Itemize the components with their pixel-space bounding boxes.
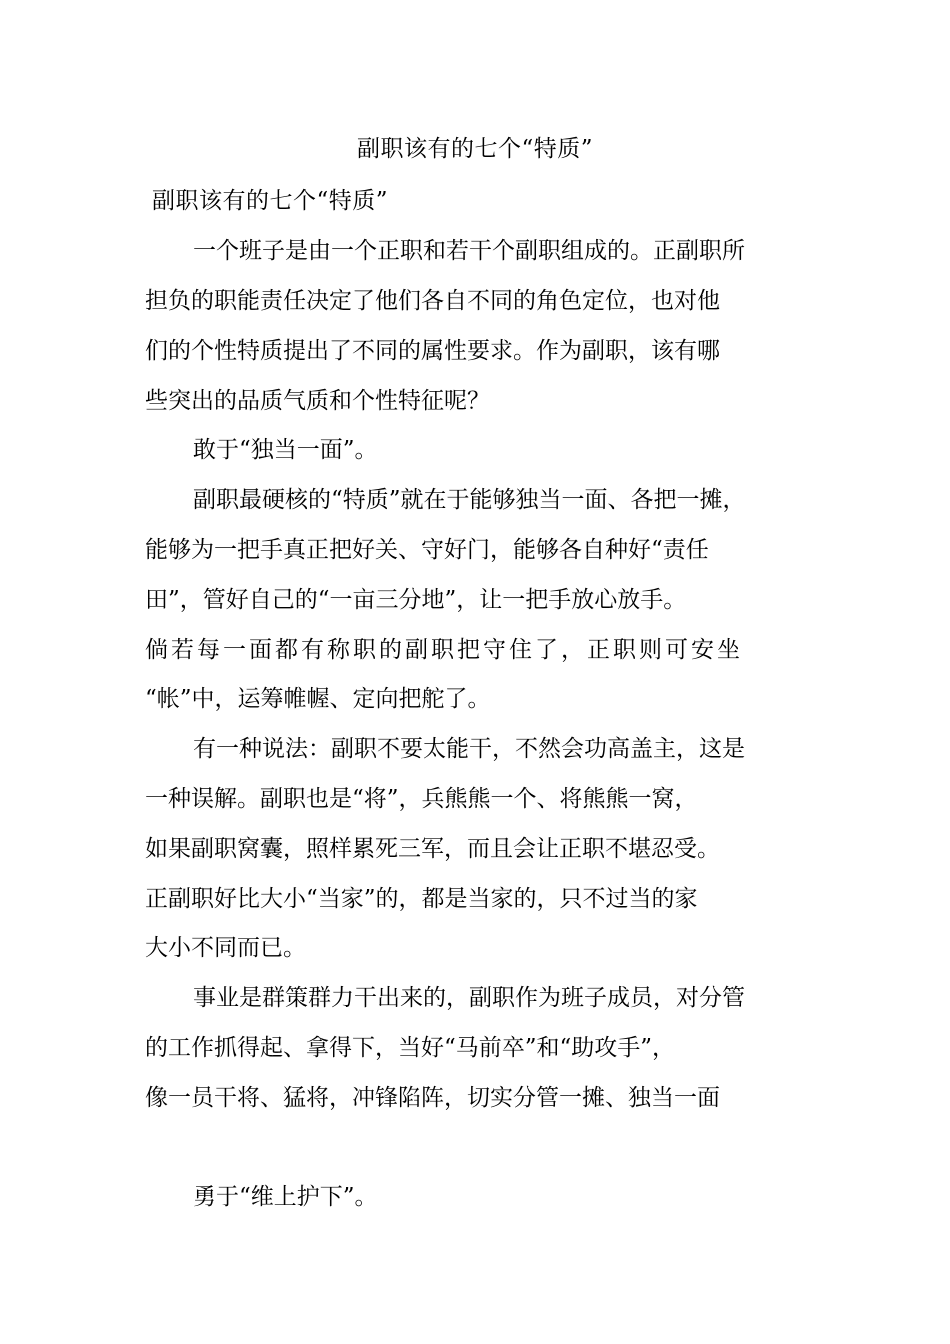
document-subtitle: 副职该有的七个“特质” [152,188,389,214]
paragraph-line: 大小不同而已。 [145,935,306,961]
paragraph-line: 的工作抓得起、拿得下，当好“马前卒”和“助攻手”， [145,1035,676,1061]
paragraph-line: 有一种说法：副职不要太能干，不然会功高盖主，这是 [193,736,745,762]
paragraph-line: 田”，管好自己的“一亩三分地”，让一把手放心放手。 [145,587,687,613]
paragraph-line: 些突出的品质气质和个性特征呢？ [145,388,490,414]
paragraph-line: 正副职好比大小“当家”的，都是当家的，只不过当的家 [145,886,698,912]
section-heading: 勇于“维上护下”。 [193,1184,378,1210]
document-title: 副职该有的七个“特质” [356,136,594,162]
paragraph-line: 们的个性特质提出了不同的属性要求。作为副职，该有哪 [145,338,720,364]
paragraph-line: 一种误解。副职也是“将”，兵熊熊一个、将熊熊一窝， [145,786,698,812]
paragraph-line: “帐”中，运筹帷幄、定向把舵了。 [145,686,491,712]
paragraph-line: 像一员干将、猛将，冲锋陷阵，切实分管一摊、独当一面 [145,1085,720,1111]
paragraph-line: 副职最硬核的“特质”就在于能够独当一面、各把一摊， [193,487,746,513]
paragraph-line: 倘若每一面都有称职的副职把守住了，正职则可安坐 [145,637,743,663]
paragraph-line: 能够为一把手真正把好关、守好门，能够各自种好“责任 [145,537,709,563]
paragraph-line: 事业是群策群力干出来的，副职作为班子成员，对分管 [193,985,745,1011]
paragraph-line: 一个班子是由一个正职和若干个副职组成的。正副职所 [193,238,745,264]
paragraph-line: 担负的职能责任决定了他们各自不同的角色定位，也对他 [145,288,720,314]
section-heading: 敢于“独当一面”。 [193,437,378,463]
paragraph-line: 如果副职窝囊，照样累死三军，而且会让正职不堪忍受。 [145,836,720,862]
